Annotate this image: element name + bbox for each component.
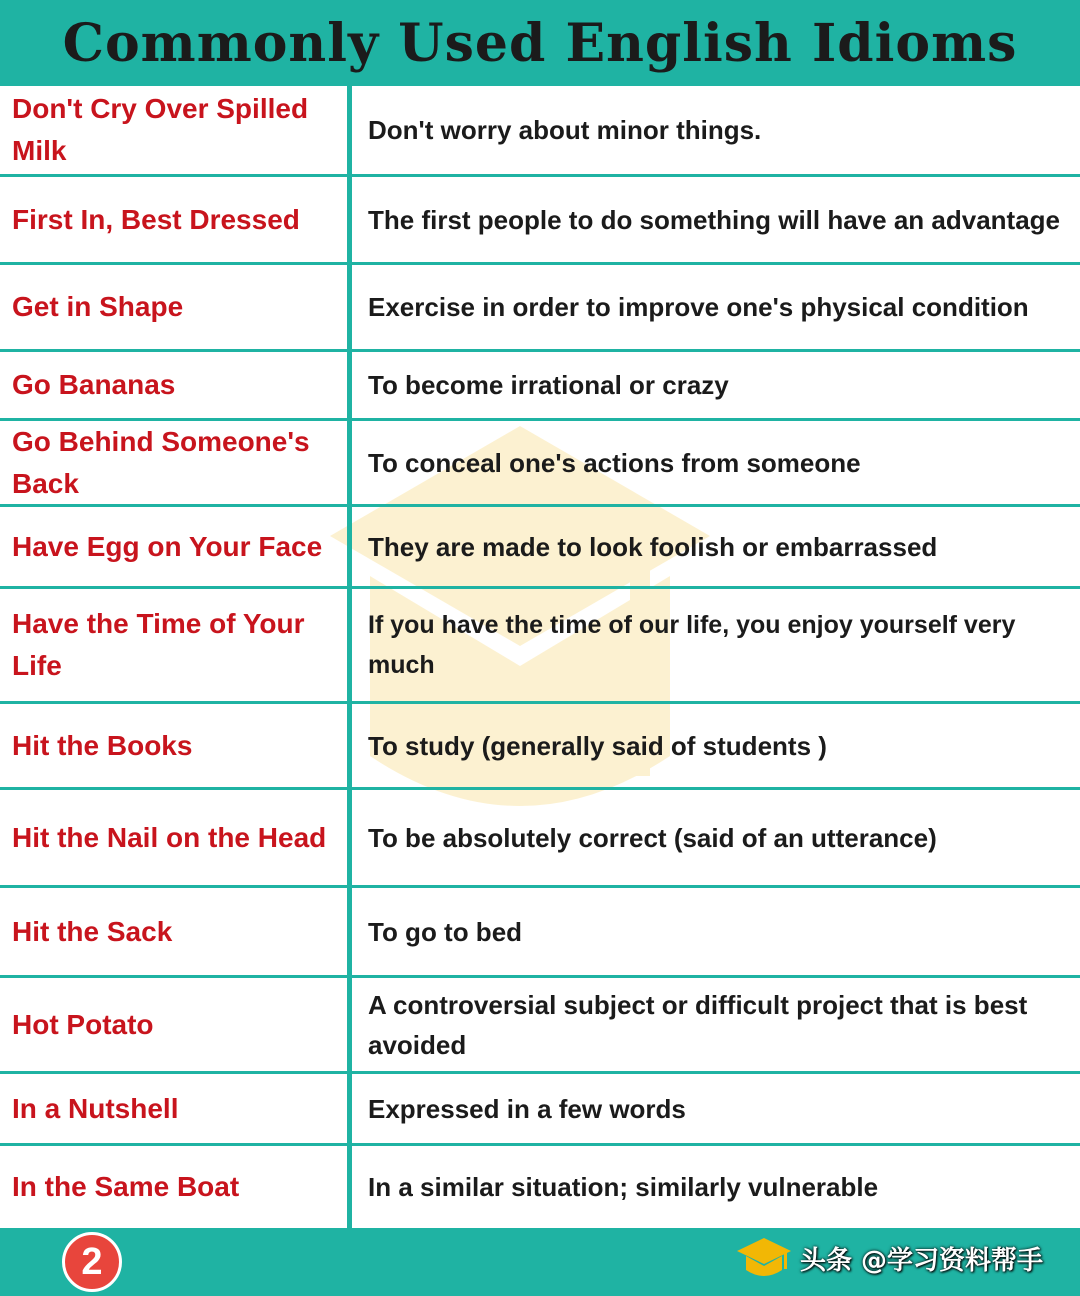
table-row <box>0 790 1080 888</box>
table-row <box>0 421 1080 507</box>
table-row <box>0 978 1080 1074</box>
table-row <box>0 265 1080 352</box>
idiom-text: Get in Shape <box>12 291 184 322</box>
table-row <box>0 589 1080 704</box>
meaning-text: In a similar situation; similarly vulnerable <box>368 1172 879 1202</box>
meaning-text: To go to bed <box>368 916 523 947</box>
idiom-text: Hot Potato <box>12 1008 154 1040</box>
idiom-text: Have the Time of Your Life <box>12 608 305 681</box>
title-banner <box>0 0 1080 86</box>
meaning-text: To study (generally said of students ) <box>368 730 827 761</box>
column-divider <box>347 86 352 1228</box>
idiom-text: First In, Best Dressed <box>12 203 300 235</box>
idiom-text: In a Nutshell <box>12 1092 179 1124</box>
meaning-text: Don't worry about minor things. <box>368 115 762 145</box>
page-number-badge: 2 <box>62 1232 122 1292</box>
table-row <box>0 177 1080 265</box>
idiom-text: Have Egg on Your Face <box>12 530 323 562</box>
meaning-text: Expressed in a few words <box>368 1093 686 1124</box>
table-row <box>0 1146 1080 1228</box>
idiom-text: Hit the Books <box>12 729 193 761</box>
table-row <box>0 1074 1080 1146</box>
idiom-text: Go Bananas <box>12 369 176 400</box>
source-credit: 头条 @学习资料帮手 <box>800 1245 1044 1276</box>
meaning-text: They are made to look foolish or embarrassed <box>368 531 938 562</box>
page-title: Commonly Used English Idioms <box>62 12 1018 74</box>
meaning-text: Exercise in order to improve one's physical condition <box>368 292 1029 322</box>
meaning-text: To be absolutely correct (said of an utterance) <box>368 822 937 853</box>
meaning-text: The first people to do something will have an advantage <box>368 204 1060 235</box>
graduation-cap-icon <box>736 1236 792 1284</box>
meaning-text: To conceal one's actions from someone <box>368 447 861 478</box>
table-row <box>0 352 1080 421</box>
meaning-text: If you have the time of our life, you enjoy yourself very much <box>368 611 1016 679</box>
idiom-text: Don't Cry Over Spilled Milk <box>12 93 309 166</box>
table-row <box>0 507 1080 589</box>
idiom-table <box>0 86 1080 1228</box>
idiom-text: Hit the Nail on the Head <box>12 821 327 853</box>
idiom-text: In the Same Boat <box>12 1171 240 1202</box>
meaning-text: A controversial subject or difficult project that is best avoided <box>368 989 1028 1060</box>
meaning-text: To become irrational or crazy <box>368 370 729 400</box>
table-row <box>0 86 1080 177</box>
table-row <box>0 888 1080 978</box>
table-row <box>0 704 1080 790</box>
idiom-text: Go Behind Someone's Back <box>12 425 310 499</box>
idiom-text: Hit the Sack <box>12 915 173 947</box>
